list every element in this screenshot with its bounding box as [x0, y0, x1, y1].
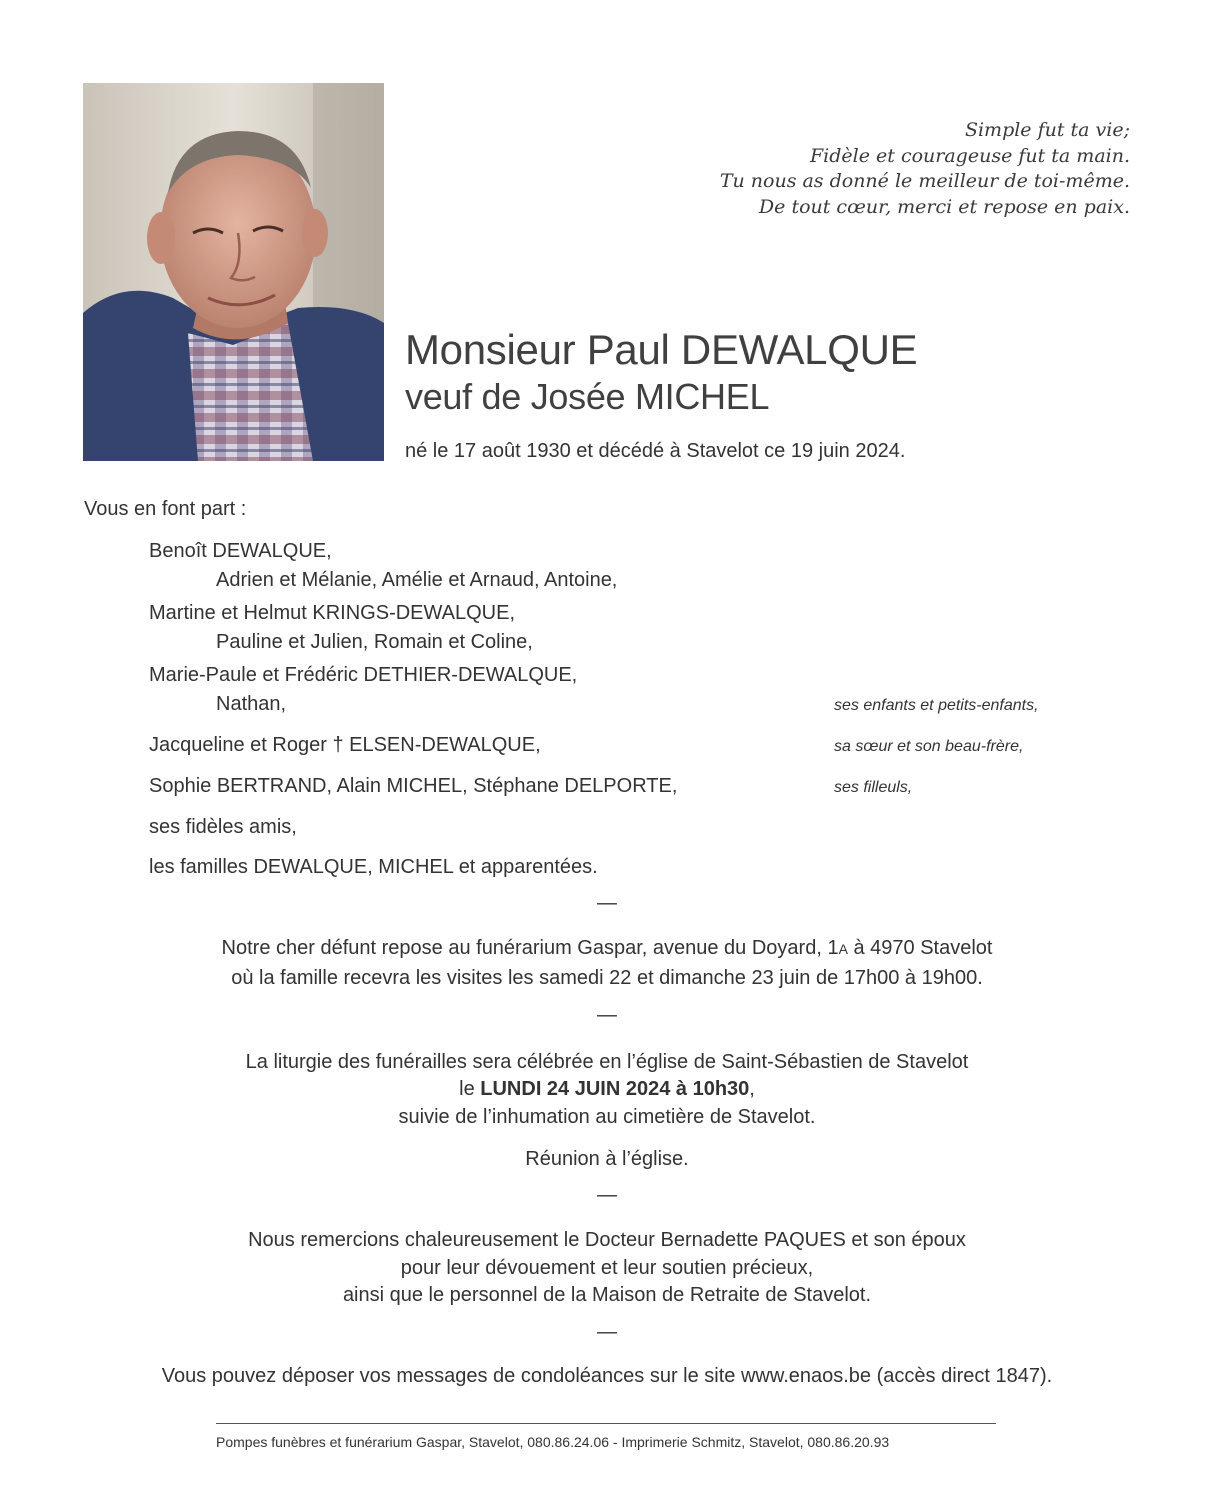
separator: —	[597, 1004, 617, 1026]
deceased-dates: né le 17 août 1930 et décédé à Stavelot ce 19 juin 2024.	[405, 440, 906, 462]
family-member: Marie-Paule et Frédéric DETHIER-DEWALQUE,	[149, 664, 578, 686]
family-member: Martine et Helmut KRINGS-DEWALQUE,	[149, 602, 516, 624]
poem-line: Simple fut ta vie;	[964, 119, 1130, 141]
poem	[610, 118, 1130, 220]
reunion-line: Réunion à l’église.	[525, 1148, 689, 1170]
funeral-text: ,	[749, 1078, 755, 1100]
poem-line: Tu nous as donné le meilleur de toi-même.	[719, 170, 1130, 192]
funeral-date: LUNDI 24 JUIN 2024 à 10h30	[480, 1078, 750, 1100]
funeral-line: La liturgie des funérailles sera célébrée en l’église de Saint-Sébastien de Stavelot	[245, 1051, 969, 1073]
footer-rule	[216, 1423, 996, 1424]
address-suffix: A	[838, 941, 848, 957]
thanks-line: ainsi que le personnel de la Maison de Retraite de Stavelot.	[342, 1284, 872, 1306]
intro-text: Vous en font part :	[84, 498, 247, 520]
family-member: Jacqueline et Roger † ELSEN-DEWALQUE,	[149, 734, 541, 756]
relation-label: ses filleuls,	[834, 779, 913, 796]
visit-line	[0, 937, 1214, 960]
family-children: Adrien et Mélanie, Amélie et Arnaud, Antoine,	[216, 569, 618, 591]
relation-label: sa sœur et son beau-frère,	[834, 738, 1024, 755]
condolences-text: Vous pouvez déposer vos messages de condoléances sur le site www.enaos.be (accès direct 1847).	[161, 1365, 1053, 1387]
thanks-line: pour leur dévouement et leur soutien précieux,	[400, 1257, 814, 1279]
family-member: les familles DEWALQUE, MICHEL et apparentées.	[149, 856, 598, 878]
family-children: Pauline et Julien, Romain et Coline,	[216, 631, 533, 653]
family-member: ses fidèles amis,	[149, 816, 297, 838]
portrait-illustration	[83, 83, 384, 461]
visit-text: Notre cher défunt repose au funérarium Gaspar, avenue du Doyard, 1	[221, 937, 839, 959]
separator: —	[597, 1321, 617, 1343]
visit-text: à 4970 Stavelot	[847, 937, 993, 959]
separator: —	[597, 892, 617, 914]
deceased-name: Monsieur Paul DEWALQUE	[405, 326, 918, 373]
thanks-line: Nous remercions chaleureusement le Docteur Bernadette PAQUES et son époux	[248, 1229, 966, 1251]
visit-line: où la famille recevra les visites les samedi 22 et dimanche 23 juin de 17h00 à 19h00.	[231, 967, 983, 989]
poem-line: De tout cœur, merci et repose en paix.	[758, 195, 1130, 218]
relation-label: ses enfants et petits-enfants,	[834, 697, 1039, 714]
footer-text: Pompes funèbres et funérarium Gaspar, Stavelot, 080.86.24.06 - Imprimerie Schmitz, Stavelot, 080.86.20.93	[216, 1434, 890, 1450]
funeral-line: suivie de l’inhumation au cimetière de Stavelot.	[398, 1106, 816, 1128]
portrait-photo	[83, 83, 384, 461]
poem-line: Fidèle et courageuse fut ta main.	[810, 144, 1130, 167]
family-children: Nathan,	[216, 693, 287, 715]
family-member: Benoît DEWALQUE,	[149, 540, 332, 562]
deceased-spouse: veuf de Josée MICHEL	[405, 376, 770, 417]
funeral-text: le	[459, 1078, 481, 1100]
separator: —	[597, 1184, 617, 1206]
funeral-line	[0, 1078, 1214, 1101]
family-member: Sophie BERTRAND, Alain MICHEL, Stéphane DELPORTE,	[149, 775, 678, 797]
